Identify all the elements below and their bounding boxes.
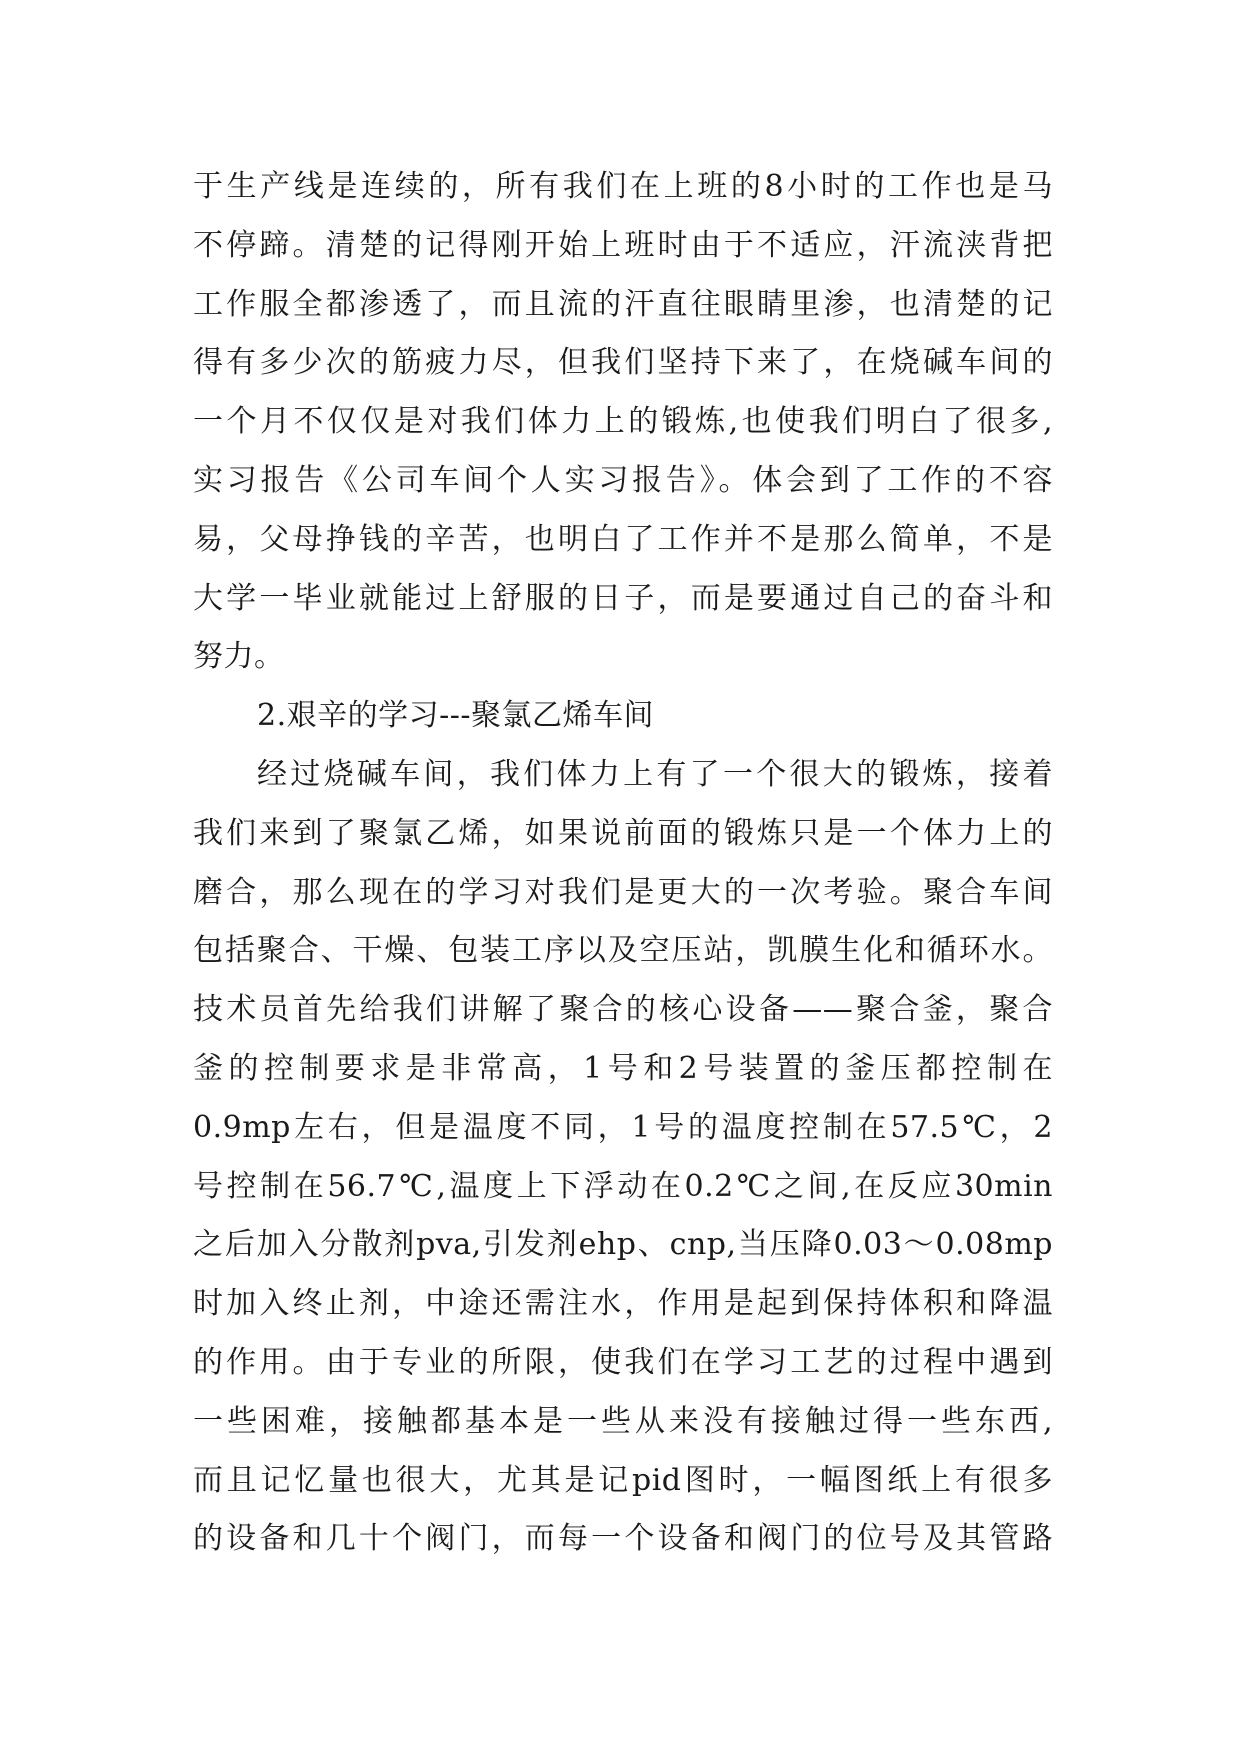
text-line: 而且记忆量也很大，尤其是记pid图时，一幅图纸上有很多 [193, 1462, 1053, 1498]
text-line: 之后加入分散剂pva,引发剂ehp、cnp,当压降0.03～0.08mp [193, 1227, 1053, 1263]
text-line: 经过烧碱车间，我们体力上有了一个很大的锻炼，接着 [257, 756, 1053, 792]
text-line: 不停蹄。清楚的记得刚开始上班时由于不适应，汗流浃背把 [193, 227, 1053, 263]
text-line: 釜的控制要求是非常高，1号和2号装置的釜压都控制在 [193, 1050, 1053, 1086]
text-line: 磨合，那么现在的学习对我们是更大的一次考验。聚合车间 [193, 874, 1053, 910]
text-line: 时加入终止剂，中途还需注水，作用是起到保持体积和降温 [193, 1286, 1053, 1322]
text-line: 努力。 [193, 639, 285, 675]
text-line: 大学一毕业就能过上舒服的日子，而是要通过自己的奋斗和 [193, 580, 1053, 616]
body-text [193, 158, 1053, 1569]
text-line: 的作用。由于专业的所限，使我们在学习工艺的过程中遇到 [193, 1344, 1053, 1380]
text-line: 易，父母挣钱的辛苦，也明白了工作并不是那么简单，不是 [193, 521, 1053, 557]
text-line: 的设备和几十个阀门，而每一个设备和阀门的位号及其管路 [193, 1521, 1053, 1557]
text-line: 一些困难，接触都基本是一些从来没有接触过得一些东西, [193, 1403, 1053, 1439]
text-line: 得有多少次的筋疲力尽，但我们坚持下来了，在烧碱车间的 [193, 345, 1053, 381]
text-line: 0.9mp左右，但是温度不同，1号的温度控制在57.5℃，2 [193, 1109, 1053, 1145]
section-heading: 2.艰辛的学习---聚氯乙烯车间 [257, 698, 655, 734]
text-line: 于生产线是连续的，所有我们在上班的8小时的工作也是马 [193, 169, 1053, 204]
text-line: 包括聚合、干燥、包装工序以及空压站，凯膜生化和循环水。 [193, 933, 1053, 969]
text-line: 实习报告《公司车间个人实习报告》。体会到了工作的不容 [193, 462, 1053, 498]
text-line: 工作服全都渗透了，而且流的汗直往眼睛里渗，也清楚的记 [193, 286, 1053, 322]
text-line: 号控制在56.7℃,温度上下浮动在0.2℃之间,在反应30min [193, 1168, 1053, 1204]
text-line: 我们来到了聚氯乙烯，如果说前面的锻炼只是一个体力上的 [193, 815, 1053, 851]
text-line: 技术员首先给我们讲解了聚合的核心设备——聚合釜，聚合 [193, 992, 1053, 1028]
text-line: 一个月不仅仅是对我们体力上的锻炼,也使我们明白了很多, [193, 404, 1053, 440]
